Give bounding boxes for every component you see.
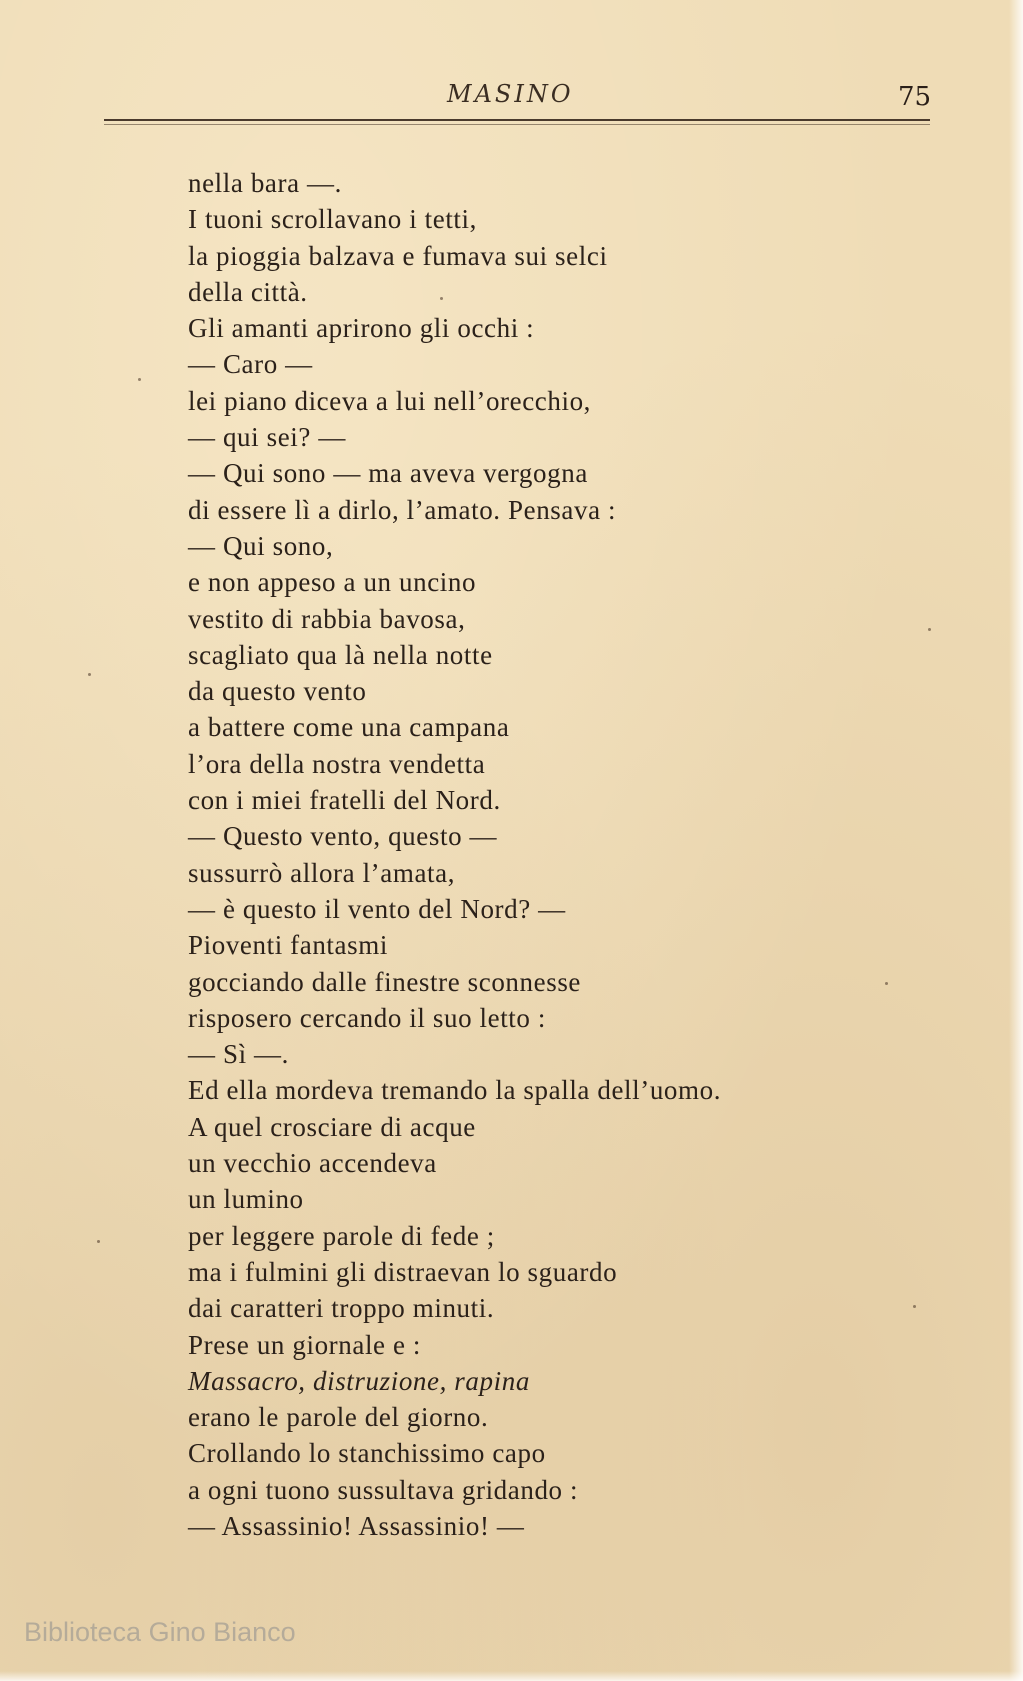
poem-line: un lumino: [188, 1184, 304, 1215]
page-number: 75: [898, 82, 932, 112]
poem-line: di essere lì a dirlo, l’amato. Pensava :: [188, 494, 617, 525]
poem-line: nella bara —.: [188, 168, 342, 198]
poem-line: Massacro, distruzione, rapina: [188, 1365, 530, 1396]
poem-line: I tuoni scrollavano i tetti,: [188, 204, 477, 235]
poem-line: con i miei fratelli del Nord.: [188, 785, 501, 816]
watermark: Biblioteca Gino Bianco: [24, 1617, 296, 1647]
paper-speck: [440, 297, 443, 300]
poem-line: scagliato qua là nella notte: [188, 639, 493, 670]
poem-line: — Assassinio! Assassinio! —: [188, 1510, 525, 1541]
poem-line: della città.: [188, 276, 308, 307]
poem-line: Ed ella mordeva tremando la spalla dell’uomo.: [188, 1075, 722, 1106]
poem-line: — Questo vento, questo —: [188, 821, 498, 852]
paper-speck: [885, 982, 888, 985]
header-rule: [104, 119, 930, 121]
header-rule-secondary: [104, 124, 930, 125]
poem-text: [188, 165, 908, 1544]
paper-speck: [913, 1305, 916, 1308]
poem-line: vestito di rabbia bavosa,: [188, 603, 466, 634]
poem-line: — Sì —.: [188, 1039, 289, 1070]
page-edge: [0, 1671, 1023, 1681]
poem-line: A quel crosciare di acque: [188, 1111, 476, 1142]
running-header: [0, 78, 1023, 118]
poem-line: la pioggia balzava e fumava sui selci: [188, 240, 608, 271]
poem-line: lei piano diceva a lui nell’orecchio,: [188, 385, 592, 416]
paper-speck: [928, 628, 931, 631]
poem-line: da questo vento: [188, 676, 367, 707]
paper-speck: [97, 1240, 100, 1243]
paper-speck: [88, 673, 91, 676]
poem-line: dai caratteri troppo minuti.: [188, 1293, 495, 1324]
poem-line: — qui sei? —: [188, 422, 346, 453]
poem-line: l’ora della nostra vendetta: [188, 748, 486, 779]
poem-line: — Caro —: [188, 349, 313, 380]
poem-line: risposero cercando il suo letto :: [188, 1002, 546, 1033]
running-title: MASINO: [447, 80, 574, 108]
poem-line: — Qui sono,: [188, 530, 334, 561]
poem-line: Gli amanti aprirono gli occhi :: [188, 313, 535, 344]
poem-line: — è questo il vento del Nord? —: [188, 893, 566, 924]
poem-line: un vecchio accendeva: [188, 1148, 437, 1179]
poem-line: Prese un giornale e :: [188, 1329, 422, 1360]
poem-line: ma i fulmini gli distraevan lo sguardo: [188, 1256, 618, 1287]
poem-line: Pioventi fantasmi: [188, 930, 388, 961]
poem-line: e non appeso a un uncino: [188, 567, 477, 598]
poem-line: gocciando dalle finestre sconnesse: [188, 966, 582, 997]
paper-speck: [138, 378, 141, 381]
poem-line: per leggere parole di fede ;: [188, 1220, 495, 1251]
page-edge: [1009, 0, 1023, 1681]
poem-line: a battere come una campana: [188, 712, 510, 743]
poem-line: erano le parole del giorno.: [188, 1402, 489, 1433]
poem-line: — Qui sono — ma aveva vergogna: [188, 458, 588, 489]
poem-line: sussurrò allora l’amata,: [188, 857, 456, 888]
poem-line: Crollando lo stanchissimo capo: [188, 1438, 546, 1469]
poem-line: a ogni tuono sussultava gridando :: [188, 1474, 579, 1505]
